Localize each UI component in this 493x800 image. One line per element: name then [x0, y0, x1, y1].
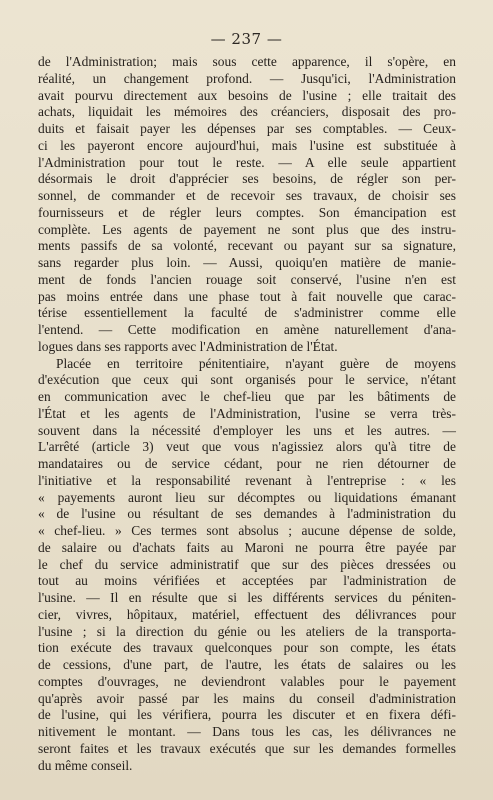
text-line: térise essentiellement la faculté de s'administrer comme elle — [38, 305, 456, 321]
text-line: tout au moins vérifiées et acceptées par l'administration de — [38, 573, 456, 589]
paragraph-2 — [38, 356, 456, 775]
text-line: l'usine ; si la direction du génie ou les ateliers de la transporta- — [38, 623, 456, 639]
text-line: de cessions, d'une part, de l'autre, les états de salaires ou les — [38, 657, 456, 672]
text-line: ment de fonds l'ancien rouage soit conservé, l'usine n'en est — [38, 271, 456, 287]
text-line: de l'usine, qui les vérifiera, pourra les discuter et en fixera défi- — [38, 707, 456, 723]
text-line: « de l'usine ou résultant de ses demandes à l'administration du — [38, 506, 456, 522]
text-line: complète. Les agents de payement ne sont plus que des instru- — [38, 221, 456, 237]
text-line: l'Administration pour tout le reste. — A elle seule appartient — [38, 154, 456, 170]
text-line: comptes d'ouvrages, ne deviendront valables pour le payement — [38, 673, 456, 689]
text-line: en communication avec le chef-lieu que par les bâtiments de — [38, 389, 456, 404]
page-number: — 237 — — [210, 30, 283, 48]
text-line: Placée en territoire pénitentiaire, n'ayant guère de moyens — [56, 355, 456, 371]
text-line: le chef du service administratif que sur des pièces dressées ou — [38, 556, 456, 572]
text-line: l'État et les agents de l'Administration, l'usine se verra très- — [38, 405, 456, 421]
text-line: souvent dans la nécessité d'employer les uns et les autres. — — [38, 422, 456, 438]
text-line: qu'après avoir passé par les mains du conseil d'administration — [38, 690, 456, 706]
paragraph-1 — [38, 54, 456, 356]
text-line: ments passifs de sa volonté, recevant ou payant sur sa signature, — [38, 238, 456, 254]
text-line: « payements auront lieu sur décomptes ou liquidations émanant — [38, 489, 456, 505]
text-line: duits et faisait payer les dépenses par ses comptables. — Ceux- — [38, 121, 456, 136]
text-line: désormais le droit d'apprécier ses besoins, de régler son per- — [38, 171, 456, 187]
text-line: tion exécute des travaux quelconques pour son compte, les états — [38, 640, 456, 656]
text-line: sans regarder plus loin. — Aussi, quoiqu'en matière de manie- — [38, 255, 456, 270]
text-line: réalité, un changement profond. — Jusqu'ici, l'Administration — [38, 70, 456, 86]
text-line: d'exécution que ceux qui sont organisés pour le service, n'étant — [38, 372, 456, 388]
text-line: pas moins entrée dans une phase tout à fait nouvelle que carac- — [38, 288, 456, 304]
text-line: l'entend. — Cette modification en amène naturellement d'ana- — [38, 322, 456, 337]
text-line: de salaire ou d'achats faits au Maroni ne pourra être payée par — [38, 539, 456, 555]
text-line: L'arrêté (article 3) veut que vous n'agissiez alors qu'à titre de — [38, 439, 456, 455]
text-line: l'initiative et la responsabilité revenant à l'entreprise : « les — [38, 472, 456, 488]
text-line: avait pourvu directement aux besoins de l'usine ; elle traitait des — [38, 87, 456, 103]
text-line: du même conseil. — [38, 757, 133, 773]
text-line: nitivement le montant. — Dans tous les cas, les délivrances ne — [38, 724, 456, 739]
text-line: de l'Administration; mais sous cette apparence, il s'opère, en — [38, 54, 456, 69]
body-text — [38, 54, 456, 774]
text-line: logues dans ses rapports avec l'Administration de l'État. — [38, 338, 338, 354]
text-line: achats, liquidait les mémoires des créanciers, disposait des pro- — [38, 104, 456, 120]
text-line: mandataires ou de service cédant, pour ne rien détourner de — [38, 456, 456, 471]
text-line: « chef-lieu. » Ces termes sont absolus ; aucune dépense de solde, — [38, 523, 456, 538]
text-line: ci les payeront encore aujourd'hui, mais l'usine est substituée à — [38, 137, 456, 153]
text-line: fournisseurs et de régler leurs comptes. Son émancipation est — [38, 204, 456, 220]
text-line: sonnel, de commander et de recevoir ses travaux, de choisir ses — [38, 188, 456, 203]
text-line: l'usine. — Il en résulte que si les différents services du péniten- — [38, 590, 456, 605]
text-line: seront faites et les travaux exécutés que sur les demandes formelles — [38, 740, 456, 756]
text-line: cier, vivres, hôpitaux, matériel, effectuent des délivrances pour — [38, 606, 456, 622]
